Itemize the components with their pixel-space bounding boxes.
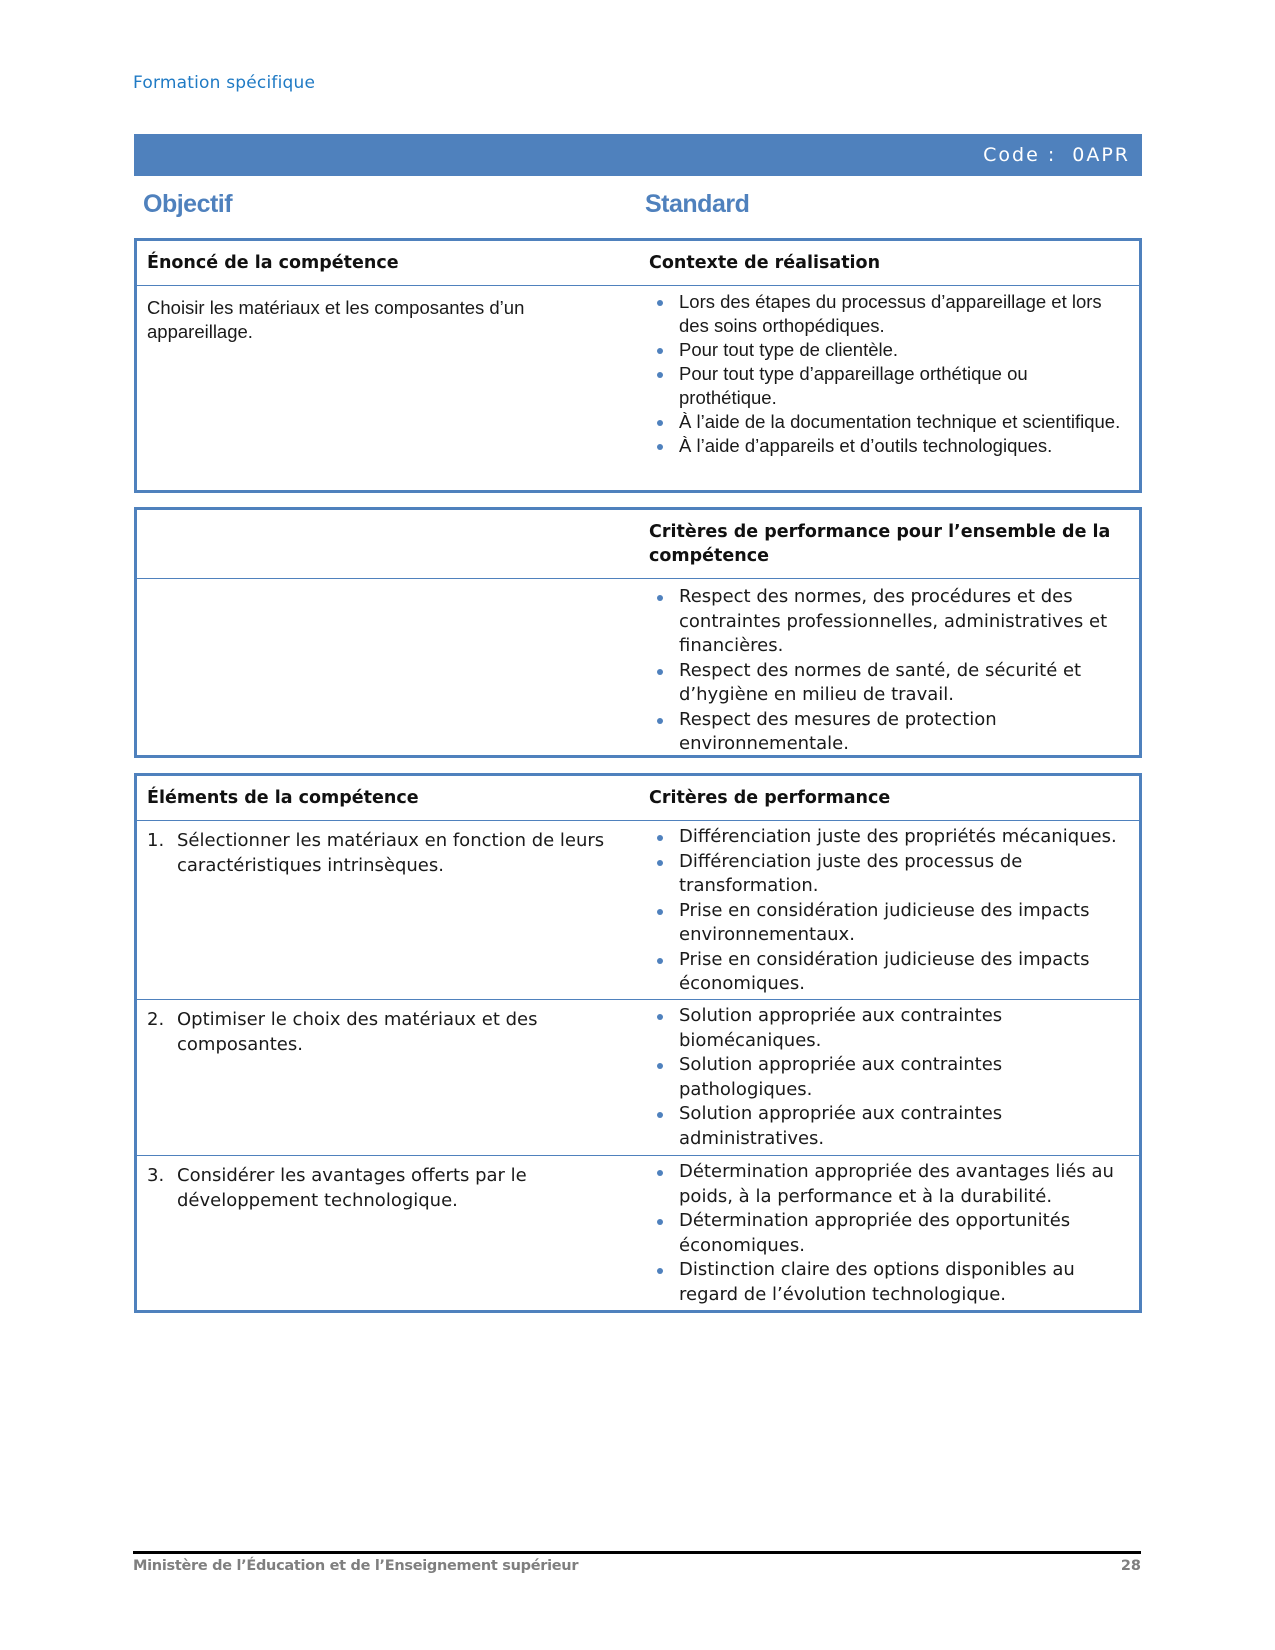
element-text: Sélectionner les matériaux en fonction de leurs caractéristiques intrinsèques.: [177, 830, 605, 876]
code-bar: [134, 134, 1142, 176]
list-item: Détermination appropriée des avantages liés au poids, à la performance et à la durabilité.: [649, 1160, 1129, 1209]
table-row: [137, 1155, 1139, 1313]
contexte-list: [649, 290, 1129, 458]
list-item: Lors des étapes du processus d’appareillage et lors des soins orthopédiques.: [649, 290, 1129, 338]
list-item: Respect des normes, des procédures et des contraintes professionnelles, administratives et financières.: [649, 585, 1129, 659]
list-item: Solution appropriée aux contraintes biomécaniques.: [649, 1004, 1129, 1053]
list-item: Différenciation juste des propriétés mécaniques.: [649, 825, 1129, 850]
code-value: 0APR: [1072, 144, 1130, 166]
list-item: Prise en considération judicieuse des impacts économiques.: [649, 948, 1129, 997]
footer-divider: [133, 1551, 1141, 1554]
criteres-ensemble-list: [649, 585, 1129, 757]
element-item: [147, 1164, 629, 1213]
criteres-header: Critères de performance: [649, 788, 891, 808]
criteres-ensemble-title: Critères de performance pour l’ensemble de la compétence: [649, 522, 1111, 566]
elements-table-header: [137, 776, 1139, 820]
list-item: Respect des mesures de protection environnementale.: [649, 708, 1129, 757]
list-item: À l’aide d’appareils et d’outils technologiques.: [649, 434, 1129, 458]
criteres-ensemble-left-header: [137, 510, 639, 578]
element-number: 2.: [147, 1009, 165, 1030]
contexte-header: Contexte de réalisation: [649, 253, 881, 273]
criteres-list: [649, 825, 1129, 997]
competence-table-header: [137, 241, 1139, 285]
competence-table: [134, 238, 1142, 493]
element-text: Optimiser le choix des matériaux et des composantes.: [177, 1009, 538, 1055]
enonce-header: Énoncé de la compétence: [147, 253, 399, 273]
column-headings: [143, 190, 1143, 226]
list-item: À l’aide de la documentation technique et scientifique.: [649, 410, 1129, 434]
list-item: Pour tout type de clientèle.: [649, 338, 1129, 362]
list-item: Détermination appropriée des opportunités économiques.: [649, 1209, 1129, 1258]
list-item: Pour tout type d’appareillage orthétique ou prothétique.: [649, 362, 1129, 410]
code-label: Code :: [983, 144, 1057, 166]
standard-heading: Standard: [645, 190, 750, 218]
footer-organization: Ministère de l’Éducation et de l’Enseignement supérieur: [133, 1558, 579, 1574]
elements-header: Éléments de la compétence: [147, 788, 419, 808]
list-item: Solution appropriée aux contraintes pathologiques.: [649, 1053, 1129, 1102]
element-number: 1.: [147, 830, 165, 851]
criteres-list: [649, 1160, 1129, 1307]
empty-cell: [137, 579, 639, 763]
elements-table: [134, 773, 1142, 1313]
table-row: [137, 999, 1139, 1155]
competence-table-body: [137, 285, 1139, 464]
list-item: Distinction claire des options disponibles au regard de l’évolution technologique.: [649, 1258, 1129, 1307]
criteres-ensemble-header: [137, 510, 1139, 578]
list-item: Différenciation juste des processus de transformation.: [649, 850, 1129, 899]
element-number: 3.: [147, 1165, 165, 1186]
objectif-heading: Objectif: [143, 190, 233, 218]
list-item: Prise en considération judicieuse des impacts environnementaux.: [649, 899, 1129, 948]
element-item: [147, 829, 629, 878]
criteres-list: [649, 1004, 1129, 1151]
enonce-text: Choisir les matériaux et les composantes d’un appareillage.: [147, 297, 525, 342]
criteres-ensemble-body: [137, 578, 1139, 763]
element-item: [147, 1008, 629, 1057]
section-label: Formation spécifique: [133, 73, 316, 93]
list-item: Respect des normes de santé, de sécurité et d’hygiène en milieu de travail.: [649, 659, 1129, 708]
table-row: [137, 820, 1139, 999]
list-item: Solution appropriée aux contraintes administratives.: [649, 1102, 1129, 1151]
page-number: 28: [1120, 1558, 1141, 1574]
criteres-ensemble-table: [134, 507, 1142, 758]
element-text: Considérer les avantages offerts par le développement technologique.: [177, 1165, 527, 1211]
